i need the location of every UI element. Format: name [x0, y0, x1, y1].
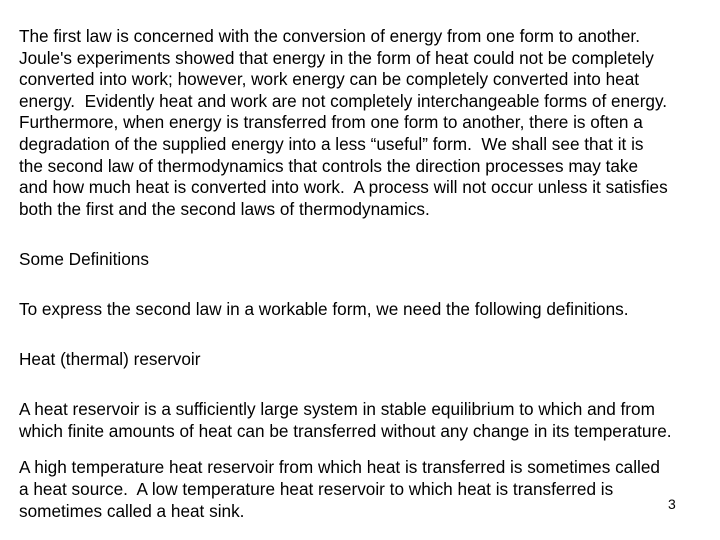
intro-line: the second law of thermodynamics that controls the direction processes may take [19, 155, 639, 176]
intro-line: both the first and the second laws of thermodynamics. [19, 198, 430, 219]
source-sink-line: A high temperature heat reservoir from which heat is transferred is sometimes called [19, 457, 660, 478]
spacer [19, 220, 709, 249]
spacer [19, 271, 709, 299]
intro-line: The first law is concerned with the conversion of energy from one form to another. [19, 26, 640, 46]
intro-paragraph [19, 26, 709, 220]
reservoir-line: which finite amounts of heat can be transferred without any change in its temperature. [19, 420, 672, 441]
source-sink-paragraph [19, 457, 709, 522]
subheading: Heat (thermal) reservoir [19, 348, 201, 369]
source-sink-line: a heat source. A low temperature heat reservoir to which heat is transferred is [19, 478, 614, 499]
source-sink-line: sometimes called a heat sink. [19, 500, 245, 521]
reservoir-line: A heat reservoir is a sufficiently large system in stable equilibrium to which and from [19, 399, 655, 420]
spacer [19, 370, 709, 399]
definitions-intro: To express the second law in a workable form, we need the following definitions. [19, 298, 629, 319]
intro-line: Joule's experiments showed that energy in the form of heat could not be completely [19, 47, 654, 68]
document-content [19, 26, 709, 522]
spacer [19, 442, 709, 457]
intro-line: converted into work; however, work energy can be completely converted into heat [19, 69, 640, 90]
reservoir-paragraph [19, 399, 709, 442]
intro-line: degradation of the supplied energy into a less “useful” form. We shall see that it is [19, 133, 644, 154]
spacer [19, 321, 709, 349]
intro-line: energy. Evidently heat and work are not completely interchangeable forms of energy. [19, 90, 668, 111]
intro-line: Furthermore, when energy is transferred from one form to another, there is often a [19, 112, 643, 133]
intro-line: and how much heat is converted into work. A process will not occur unless it satisfies [19, 177, 668, 198]
page-number: 3 [668, 496, 676, 512]
section-heading: Some Definitions [19, 249, 149, 270]
